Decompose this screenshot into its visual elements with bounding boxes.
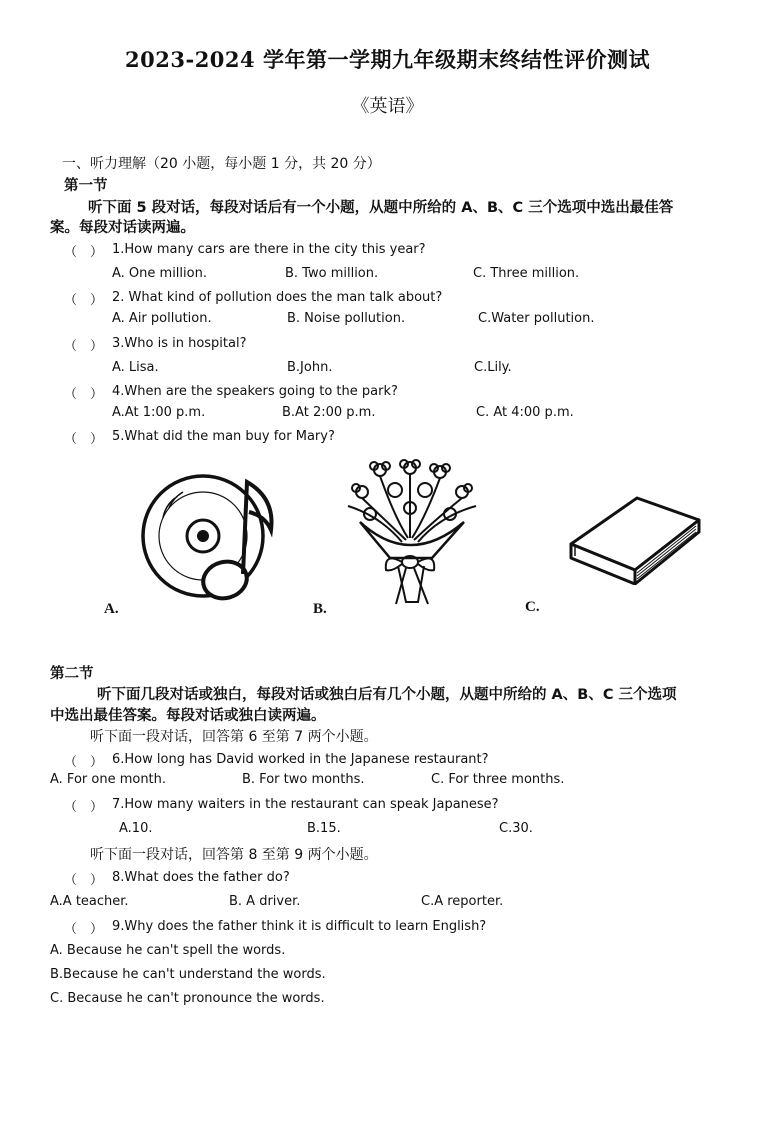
picture-b-label: B. bbox=[313, 601, 327, 617]
flower-bouquet-icon[interactable] bbox=[340, 458, 485, 608]
q1-option-b[interactable]: B. Two million. bbox=[285, 266, 379, 281]
q3-option-b[interactable]: B.John. bbox=[287, 360, 333, 375]
q8-bracket[interactable]: （ ） bbox=[64, 873, 104, 888]
q2-bracket[interactable]: （ ） bbox=[64, 293, 104, 308]
q2-option-b[interactable]: B. Noise pollution. bbox=[287, 311, 406, 326]
part1-instruction-line1: 听下面 5 段对话，每段对话后有一个小题，从题中所给的 A、B、C 三个选项中选出最佳答 bbox=[88, 200, 674, 216]
section1-heading: 一、听力理解（20 小题，每小题 1 分，共 20 分） bbox=[62, 156, 381, 172]
q4-text: 4.When are the speakers going to the park? bbox=[112, 384, 398, 399]
picture-c-label: C. bbox=[525, 599, 540, 615]
q1-text: 1.How many cars are there in the city this year? bbox=[112, 242, 426, 257]
q3-option-a[interactable]: A. Lisa. bbox=[112, 360, 159, 375]
q4-option-c[interactable]: C. At 4:00 p.m. bbox=[476, 405, 574, 420]
q2-option-a[interactable]: A. Air pollution. bbox=[112, 311, 212, 326]
q6-option-c[interactable]: C. For three months. bbox=[431, 772, 565, 787]
q6-text: 6.How long has David worked in the Japanese restaurant? bbox=[112, 752, 489, 767]
q7-option-b[interactable]: B.15. bbox=[307, 821, 341, 836]
q6-option-b[interactable]: B. For two months. bbox=[242, 772, 365, 787]
q1-bracket[interactable]: （ ） bbox=[64, 245, 104, 260]
q2-option-c[interactable]: C.Water pollution. bbox=[478, 311, 595, 326]
q8-option-a[interactable]: A.A teacher. bbox=[50, 894, 129, 909]
part2-instruction-line2: 中选出最佳答案。每段对话或独白读两遍。 bbox=[50, 708, 326, 724]
picture-a-label: A. bbox=[104, 601, 119, 617]
q4-bracket[interactable]: （ ） bbox=[64, 387, 104, 402]
q8-option-b[interactable]: B. A driver. bbox=[229, 894, 301, 909]
q4-option-b[interactable]: B.At 2:00 p.m. bbox=[282, 405, 376, 420]
q8-option-c[interactable]: C.A reporter. bbox=[421, 894, 504, 909]
q8-text: 8.What does the father do? bbox=[112, 870, 290, 885]
q9-option-a[interactable]: A. Because he can't spell the words. bbox=[50, 943, 286, 958]
q6-option-a[interactable]: A. For one month. bbox=[50, 772, 167, 787]
exam-title: 2023-2024 学年第一学期九年级期末终结性评价测试 bbox=[125, 47, 650, 72]
part2-sub2: 听下面一段对话，回答第 8 至第 9 两个小题。 bbox=[90, 847, 378, 863]
q9-option-c[interactable]: C. Because he can't pronounce the words. bbox=[50, 991, 325, 1006]
part2-label: 第二节 bbox=[50, 666, 94, 682]
q4-option-a[interactable]: A.At 1:00 p.m. bbox=[112, 405, 206, 420]
q7-text: 7.How many waiters in the restaurant can speak Japanese? bbox=[112, 797, 499, 812]
q1-option-a[interactable]: A. One million. bbox=[112, 266, 207, 281]
q9-option-b[interactable]: B.Because he can't understand the words. bbox=[50, 967, 326, 982]
q7-bracket[interactable]: （ ） bbox=[64, 800, 104, 815]
q7-option-a[interactable]: A.10. bbox=[119, 821, 153, 836]
exam-subject: 《英语》 bbox=[351, 96, 424, 117]
q2-text: 2. What kind of pollution does the man talk about? bbox=[112, 290, 443, 305]
part1-label: 第一节 bbox=[64, 178, 108, 194]
q3-text: 3.Who is in hospital? bbox=[112, 336, 247, 351]
part1-instruction-line2: 案。每段对话读两遍。 bbox=[50, 220, 195, 236]
book-icon[interactable] bbox=[565, 490, 705, 585]
music-disc-icon[interactable] bbox=[135, 468, 280, 613]
q9-text: 9.Why does the father think it is difficult to learn English? bbox=[112, 919, 487, 934]
q6-bracket[interactable]: （ ） bbox=[64, 755, 104, 770]
q5-text: 5.What did the man buy for Mary? bbox=[112, 429, 335, 444]
q3-option-c[interactable]: C.Lily. bbox=[474, 360, 512, 375]
q3-bracket[interactable]: （ ） bbox=[64, 339, 104, 354]
q9-bracket[interactable]: （ ） bbox=[64, 922, 104, 937]
part2-instruction-line1: 听下面几段对话或独白，每段对话或独白后有几个小题，从题中所给的 A、B、C 三个选项 bbox=[97, 687, 677, 703]
q7-option-c[interactable]: C.30. bbox=[499, 821, 533, 836]
q5-bracket[interactable]: （ ） bbox=[64, 432, 104, 447]
q1-option-c[interactable]: C. Three million. bbox=[473, 266, 580, 281]
part2-sub1: 听下面一段对话，回答第 6 至第 7 两个小题。 bbox=[90, 729, 378, 745]
